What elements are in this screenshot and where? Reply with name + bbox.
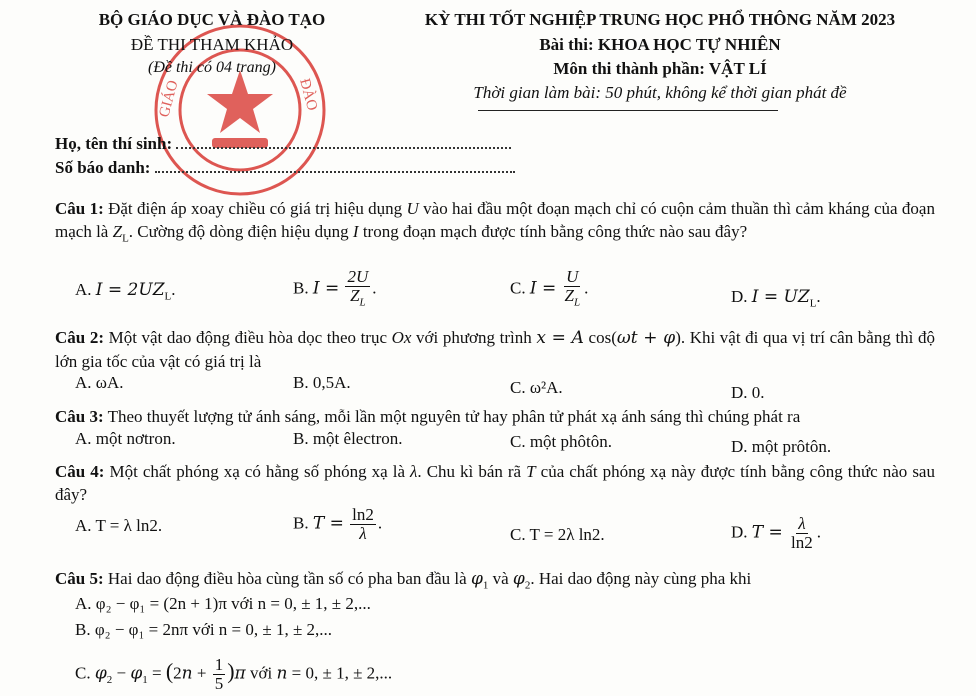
q4-option-b[interactable]: B. T = $\frac{\ln 2}{\lambda}$ . xyxy=(293,505,383,543)
question-4: Câu 4: Một chất phóng xạ có hằng số phóng xạ là λ. Chu kì bán rã T của chất phóng xạ này được tính bằng công thức nào sau đây? xyxy=(55,462,935,504)
candidate-name-field xyxy=(55,134,511,154)
q2-option-c[interactable]: C. ω²A. xyxy=(510,378,563,397)
q1-option-a[interactable]: A. $I = 2UZ_L$. xyxy=(75,280,176,303)
candidate-name-label: Họ, tên thí sinh: xyxy=(55,134,173,153)
paper-type: ĐỀ THI THAM KHẢO xyxy=(130,35,294,54)
q1-option-c[interactable]: C. I = $\frac{U}{Z_L}$ . xyxy=(510,267,589,309)
question-2: Câu 2: Một vật dao động điều hòa dọc theo trục Ox với phương trình x = A cos(ωt + φ). Khi vật đi qua vị trí cân bằng thì độ lớn gia tốc của vật có giá trị là xyxy=(55,328,935,371)
candidate-name-blank xyxy=(176,147,511,149)
header-divider xyxy=(478,110,778,111)
question-label: Câu 2: xyxy=(55,328,104,347)
q1-option-b[interactable]: B. I = $\frac{2U}{Z_L}$ . xyxy=(293,267,377,309)
pages-note: (Đề thi có 04 trang) xyxy=(148,59,276,76)
q3-option-a[interactable]: A. một nơtron. xyxy=(75,429,176,448)
candidate-id-label: Số báo danh: xyxy=(55,158,151,177)
svg-text:ĐÀO: ĐÀO xyxy=(296,76,321,113)
q5-option-b[interactable]: B. φ₂ − φ₁ = 2nπ với n = 0, ± 1, ± 2,... xyxy=(75,620,333,639)
question-label: Câu 4: xyxy=(55,462,105,481)
q2-option-b[interactable]: B. 0,5A. xyxy=(293,373,351,392)
candidate-id-blank xyxy=(155,171,515,173)
question-label: Câu 3: xyxy=(55,407,104,426)
question-1: Câu 1: Đặt điện áp xoay chiều có giá trị hiệu dụng U vào hai đầu một đoạn mạch chỉ có cuộn cảm thuần thì cảm kháng của đoạn mạch là $Z_L$. Cường độ dòng điện hiệu dụng I trong đoạn mạch được tính bằng công thức nào sau đây? xyxy=(55,199,935,245)
q3-option-c[interactable]: C. một phôtôn. xyxy=(510,432,613,451)
q2-option-a[interactable]: A. ωA. xyxy=(75,373,124,392)
q3-option-b[interactable]: B. một êlectron. xyxy=(293,429,403,448)
candidate-id-field xyxy=(55,158,515,178)
q4-option-a[interactable]: A. T = λ ln2. xyxy=(75,516,163,535)
q4-option-c[interactable]: C. T = 2λ ln2. xyxy=(510,525,605,544)
question-label: Câu 1: xyxy=(55,199,104,218)
q1-option-d[interactable]: D. $I = UZ_L$. xyxy=(731,287,821,310)
exam-title: KỲ THI TỐT NGHIỆP TRUNG HỌC PHỔ THÔNG NĂM 2023 xyxy=(424,10,896,29)
q5-option-c[interactable]: C. $\varphi_2 - \varphi_1 = (2n$ + $\frac{1}{5}$ )π với n = 0, ± 1, ± 2,... xyxy=(75,655,393,693)
component-subject: Môn thi thành phần: VẬT LÍ xyxy=(553,59,767,78)
subject: Bài thi: KHOA HỌC TỰ NHIÊN xyxy=(539,35,781,54)
svg-text:GIÁO: GIÁO xyxy=(156,78,182,120)
q3-option-d[interactable]: D. một prôtôn. xyxy=(731,437,832,456)
q5-option-a[interactable]: A. φ₂ − φ₁ = (2n + 1)π với n = 0, ± 1, ± 2,... xyxy=(75,594,371,613)
q4-option-d[interactable]: D. T = $\frac{\lambda}{\ln 2}$ . xyxy=(731,514,822,552)
q2-option-d[interactable]: D. 0. xyxy=(731,383,765,402)
question-5: Câu 5: Hai dao động điều hòa cùng tần số có pha ban đầu là $\varphi_1$ và $\varphi_2$. Hai dao động này cùng pha khi xyxy=(55,569,752,592)
time-note: Thời gian làm bài: 50 phút, không kể thời gian phát đề xyxy=(473,83,847,102)
question-3: Câu 3: Theo thuyết lượng tử ánh sáng, mỗi lần một nguyên tử hay phân tử phát xạ ánh sáng thì chúng phát ra xyxy=(55,407,801,426)
question-label: Câu 5: xyxy=(55,569,104,588)
ministry-name: BỘ GIÁO DỤC VÀ ĐÀO TẠO xyxy=(98,10,326,29)
